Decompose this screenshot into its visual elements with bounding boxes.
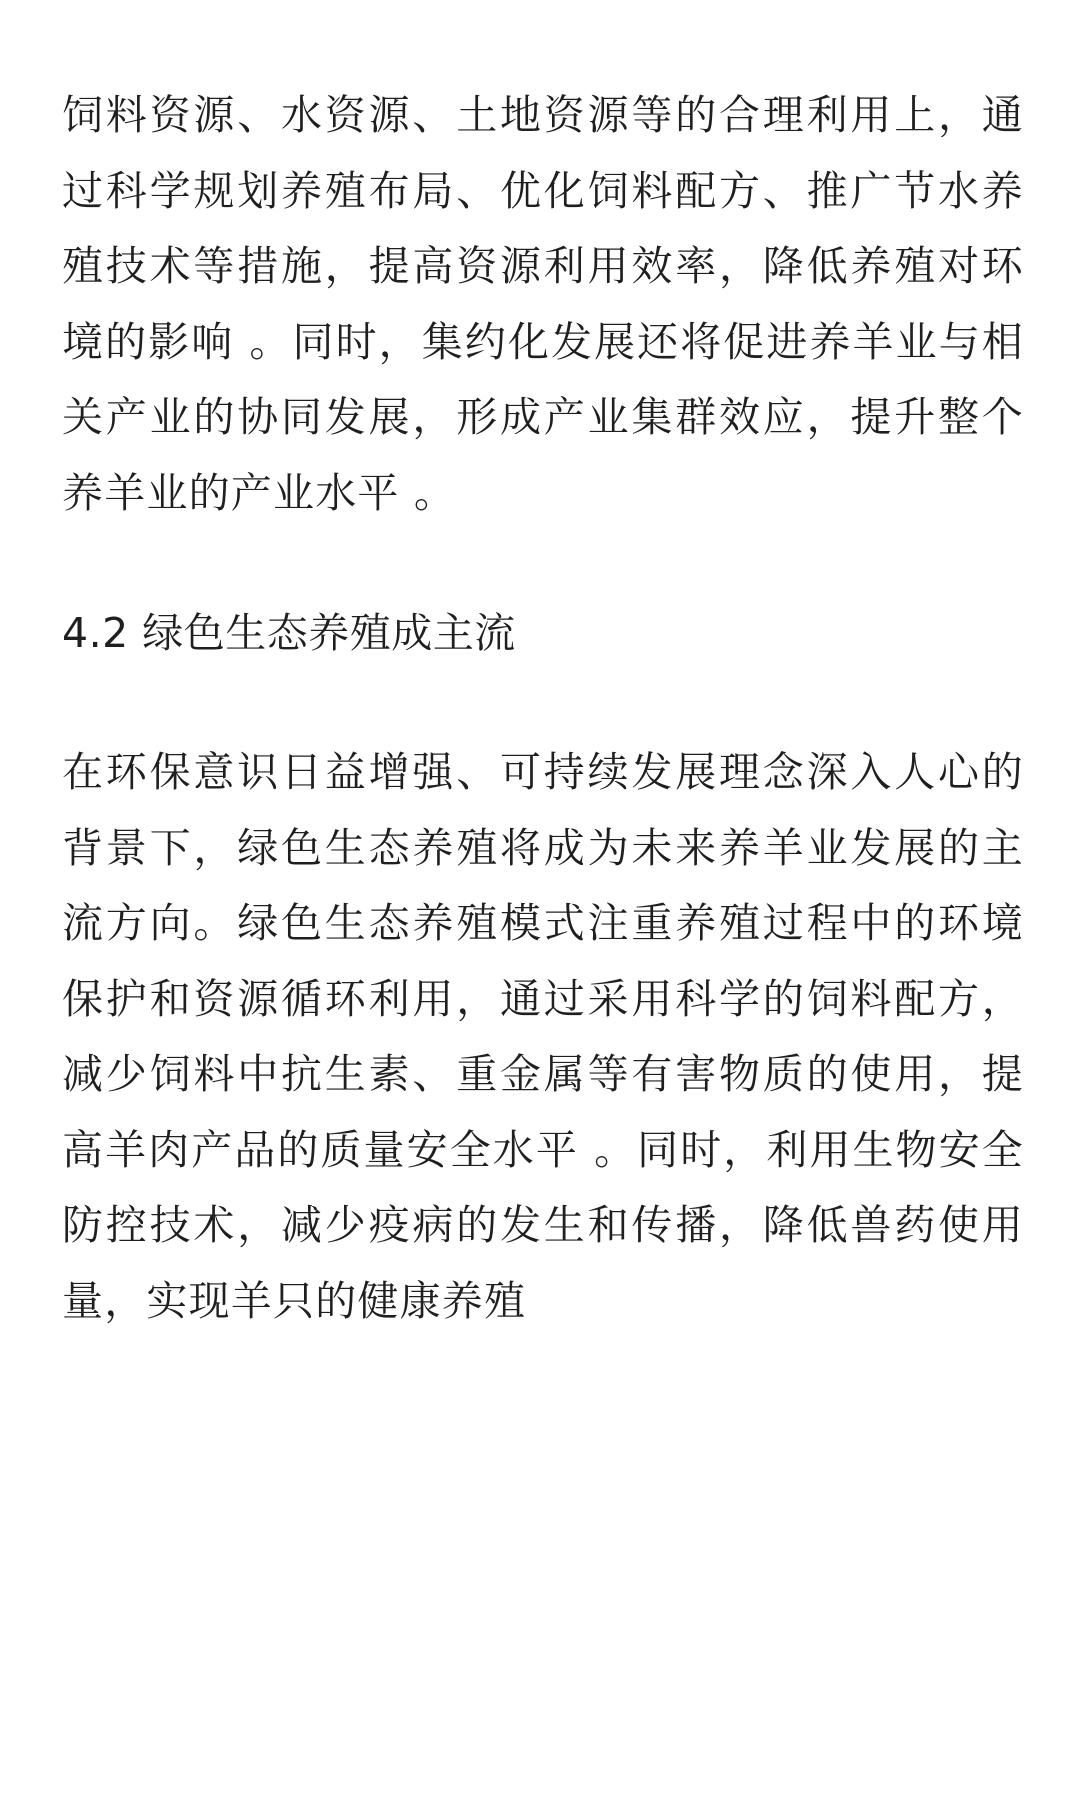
paragraph-resource-utilization: 饲料资源、水资源、土地资源等的合理利用上，通过科学规划养殖布局、优化饲料配方、推广节水养殖技术等措施，提高资源利用效率，降低养殖对环境的影响 。同时，集约化发展还将促进养羊业与相关产业的协同发展，形成产业集群效应，提升整个养羊业的产业水平 。 bbox=[62, 91, 1024, 517]
paragraph-green-ecological-farming: 在环保意识日益增强、可持续发展理念深入人心的背景下，绿色生态养殖将成为未来养羊业发展的主流方向。绿色生态养殖模式注重养殖过程中的环境保护和资源循环利用，通过采用科学的饲料配方，减少饲料中抗生素、重金属等有害物质的使用，提高羊肉产品的质量安全水平 。同时，利用生物安全防控技术，减少疫病的发生和传播，降低兽药使用量，实现羊只的健康养殖 bbox=[62, 748, 1024, 1325]
section-heading-4-2: 4.2 绿色生态养殖成主流 bbox=[62, 609, 516, 657]
